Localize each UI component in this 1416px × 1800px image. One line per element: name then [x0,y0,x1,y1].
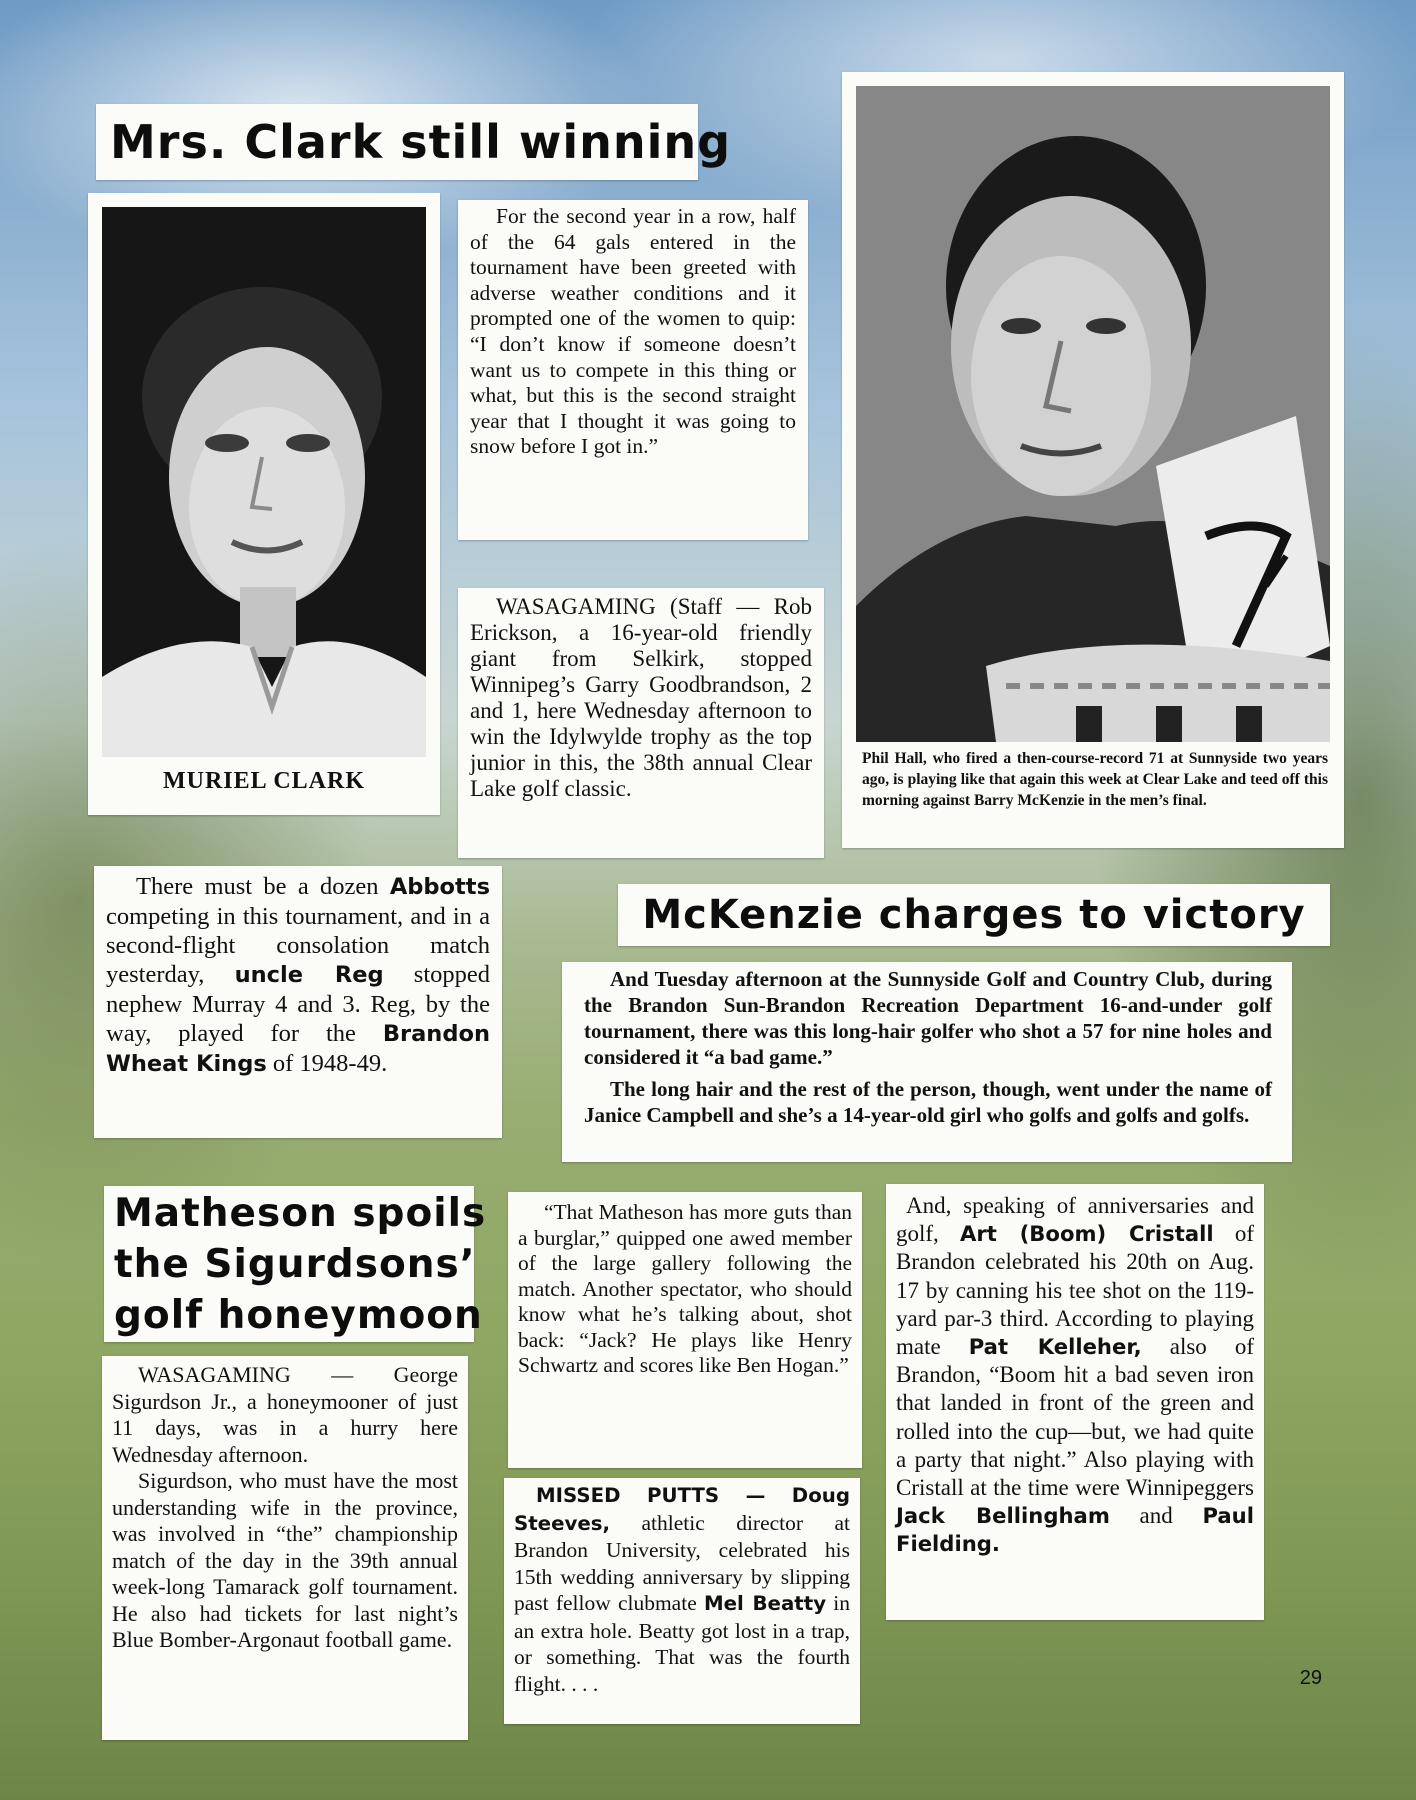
matheson-headline-line-3: golf honeymoon [114,1293,483,1338]
clark-story-clip [458,200,808,540]
clark-headline-clip [96,104,732,180]
abbotts-text-2: competing in this tournament, and in a second-flight consolation match yesterday, [106,903,490,988]
burglar-quote-paragraph: “That Matheson has more guts than a burglar,” quipped one awed member of the large gallery following the match. Another spectator, who should know what he’s talking about, shot back: “Jack? He plays like Henry Schwartz and scores like Ben Hogan.” [518,1200,852,1377]
clark-story-paragraph: For the second year in a row, half of the 64 gals entered in the tournament have been greeted with adverse weather conditions and it prompted one of the women to quip: “I don’t know if someone doesn’t want us to compete in this thing or what, but this is the second straight year that I thought it was going to snow before I got in.” [470,204,796,459]
missed-putts-paragraph [514,1482,850,1697]
portrait-woman-image [102,207,426,757]
erickson-story-paragraph: WASAGAMING (Staff — Rob Erickson, a 16-year-old friendly giant from Selkirk, stopped Winnipeg’s Garry Goodbrandson, 2 and 1, here Wednesday afternoon to win the Idylwylde trophy as the top junior in this, the 38th annual Clear Lake golf classic. [470,594,812,801]
muriel-clark-caption: MURIEL CLARK [162,768,366,794]
abbotts-story-clip [94,866,502,1138]
matheson-headline-line-1: Matheson spoils [114,1191,487,1236]
pat-kelleher-name: Pat Kelleher, [968,1334,1142,1360]
uncle-reg-name: uncle Reg [234,962,384,988]
jack-bellingham-name: Jack Bellingham [896,1503,1110,1529]
erickson-story-clip [458,588,824,858]
abbotts-text-3: stopped nephew Murray 4 and 3. Reg, by the way, played for the [106,961,491,1047]
missed-putts-lead: MISSED PUTTS — Doug Steeves, [514,1484,850,1535]
mckenzie-paragraph-2: The long hair and the rest of the person, though, went under the name of Janice Campbell and she’s a 14-year-old girl who golfs and golfs and golfs. [584,1077,1272,1127]
missed-putts-text-2: in an extra hole. Beatty got lost in a trap, or something. That was the fourth flight. . . . [514,1591,850,1696]
burglar-quote-clip [508,1192,862,1468]
muriel-clark-photo-clip [88,193,440,815]
abbotts-name: Abbotts [389,874,490,900]
paul-fielding-name: Paul Fielding. [896,1503,1254,1557]
mckenzie-story-clip [562,962,1292,1162]
cristall-text-4: and [1109,1503,1203,1529]
abbotts-text-1: There must be a dozen [136,873,390,900]
phil-hall-photo-clip [842,72,1344,848]
matheson-headline-line-2: the Sigurdsons’ [114,1242,476,1287]
abbotts-text-4: of 1948-49. [266,1050,388,1077]
matheson-paragraph-2: Sigurdson, who must have the most understanding wife in the province, was involved in “the” championship match of the day in the 39th annual week-long Tamarack golf tournament. He also had tickets for last night’s Blue Bomber-Argonaut football game. [112,1468,458,1652]
page-number: 29 [1299,1667,1322,1689]
muriel-clark-photo [102,207,426,757]
cristall-text-2: of Brandon celebrated his 20th on Aug. 17 by canning his tee shot on the 119-yard par-3 third. According to playing mate [896,1221,1254,1360]
portrait-man-trophy-image [856,86,1330,742]
cristall-story-clip [886,1184,1264,1620]
cristall-text-3: also of Brandon, “Boom hit a bad seven iron that landed in front of the green and rolled into the cup—but, we had quite a party that night.” Also playing with Cristall at the time were Winnipeggers [896,1334,1254,1501]
mel-beatty-name: Mel Beatty [703,1592,827,1615]
clark-headline: Mrs. Clark still winning [110,115,732,169]
cristall-paragraph [896,1192,1254,1559]
abbotts-story-paragraph [106,872,490,1079]
phil-hall-caption: Phil Hall, who fired a then-course-record 71 at Sunnyside two years ago, is playing like that again this week at Clear Lake and teed off this morning against Barry McKenzie in the men’s final. [862,750,1328,809]
matheson-paragraph-1: WASAGAMING — George Sigurdson Jr., a honeymooner of just 11 days, was in a hurry here Wednesday afternoon. [112,1362,458,1467]
mckenzie-headline: McKenzie charges to victory [642,892,1306,938]
phil-hall-photo [856,86,1330,742]
wheat-kings-name: Brandon Wheat Kings [106,1021,490,1077]
mckenzie-paragraph-1: And Tuesday afternoon at the Sunnyside Golf and Country Club, during the Brandon Sun-Brandon Recreation Department 16-and-under golf tournament, there was this long-hair golfer who shot a 57 for nine holes and considered it “a bad game.” [584,967,1272,1069]
missed-putts-clip [504,1478,860,1724]
matheson-headline-clip [104,1186,487,1342]
matheson-story-clip [102,1356,468,1740]
cristall-text-1: And, speaking of anniversaries and golf, [896,1193,1254,1247]
mckenzie-headline-clip [618,884,1330,946]
missed-putts-text-1: athletic director at Brandon University, celebrated his 15th wedding anniversary by slipping past fellow clubmate [514,1510,850,1615]
art-cristall-name: Art (Boom) Cristall [959,1221,1214,1247]
